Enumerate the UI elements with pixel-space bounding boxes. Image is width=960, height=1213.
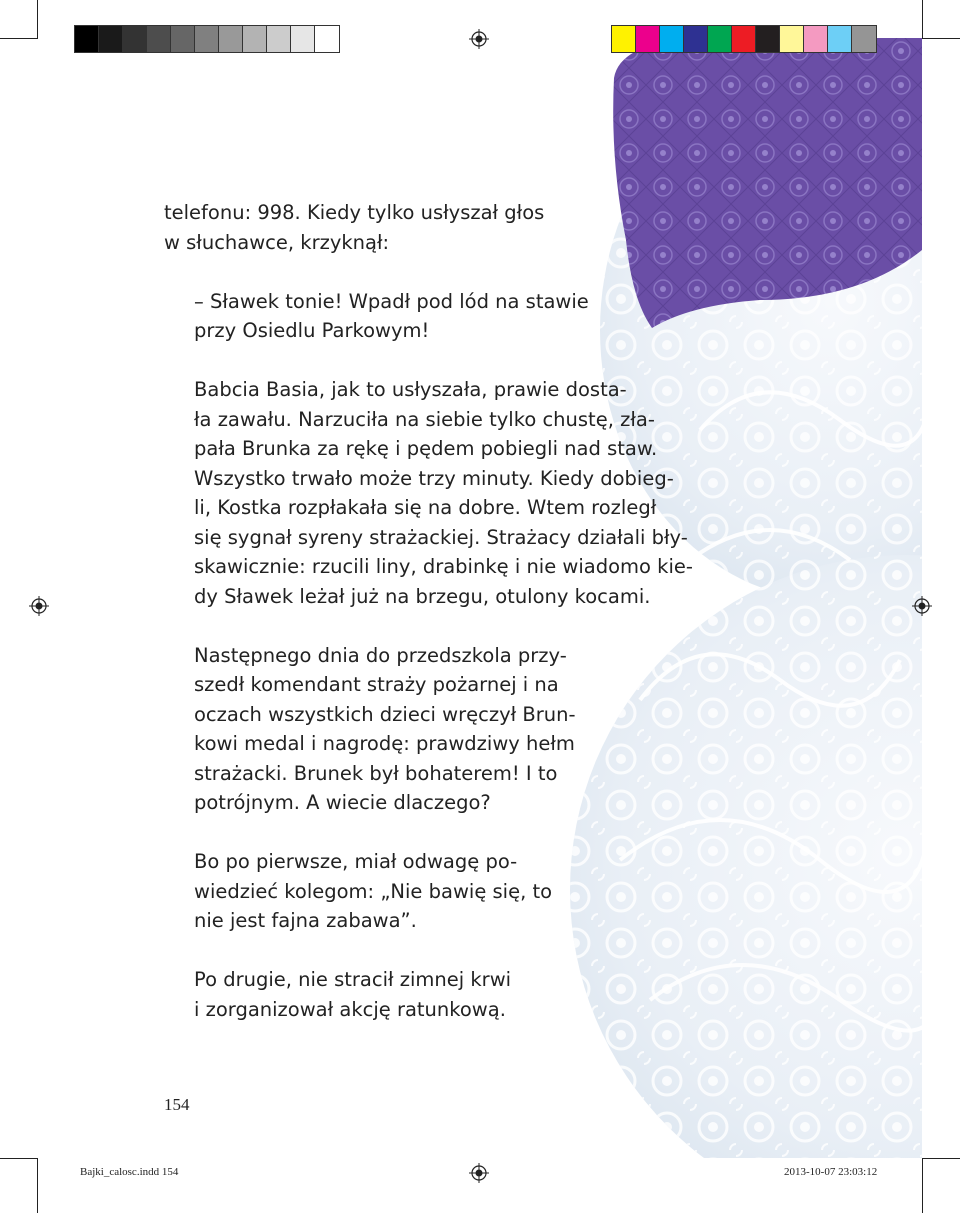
text-line: Wszystko trwało może trzy minuty. Kiedy dobieg- [194,466,674,490]
page-number: 154 [164,1095,190,1114]
registration-mark-icon [912,596,932,616]
gray-swatch [195,26,219,52]
text-line: – Sławek tonie! Wpadł pod lód na stawie [194,289,589,313]
text-line: Po drugie, nie stracił zimnej krwi [194,968,512,991]
color-swatch [636,26,660,52]
registration-mark-icon [469,1163,489,1183]
grayscale-color-bar [74,25,340,53]
text-line: Bo po pierwsze, miał odwagę po- [194,850,518,873]
text-line: oczach wszystkich dzieci wręczył Brun- [194,702,576,726]
text-line: wiedzieć kolegom: „Nie bawię się, to [194,879,553,903]
gray-swatch [291,26,315,52]
crop-mark [922,38,960,39]
paragraph [164,375,693,611]
gray-swatch [147,26,171,52]
color-swatch [684,26,708,52]
gray-swatch [243,26,267,52]
paragraph [164,847,684,936]
text-line: Następnego dnia do przedszkola przy- [194,643,567,667]
slug-timestamp: 2013-10-07 23:03:12 [784,1166,878,1178]
text-line: telefonu: 998. Kiedy tylko usłyszał głos [164,201,545,224]
color-swatch [732,26,756,52]
text-line: szedł komendant straży pożarnej i na [194,673,559,696]
text-line: potrójnym. A wiecie dlaczego? [194,791,491,814]
text-line: pała Brunka za rękę i pędem pobiegli nad staw. [194,437,658,460]
text-line: się sygnał syreny strażackiej. Strażacy działali bły- [194,525,688,549]
crop-mark [37,0,38,38]
paragraph [164,287,684,346]
story-text [164,198,693,1054]
text-line: li, Kostka rozpłakała się na dobre. Wtem rozległ [194,496,657,519]
crop-mark [37,1158,38,1213]
text-line: przy Osiedlu Parkowym! [194,319,430,342]
color-swatch [612,26,636,52]
gray-swatch [99,26,123,52]
color-swatch [780,26,804,52]
color-swatch [804,26,828,52]
gray-swatch [171,26,195,52]
text-line: i zorganizował akcję ratunkową. [194,997,506,1021]
slug-filename: Bajki_calosc.indd 154 [80,1166,179,1178]
text-line: ła zawału. Narzuciła na siebie tylko chustę, zła- [194,407,655,431]
crop-mark [0,1158,38,1159]
color-swatch [828,26,852,52]
crop-mark [922,0,923,38]
paragraph [164,965,684,1024]
text-line: skawicznie: rzucili liny, drabinkę i nie wiadomo kie- [194,555,693,578]
process-color-bar [611,25,877,53]
registration-mark-icon [29,596,49,616]
crop-mark [922,1158,960,1159]
gray-swatch [75,26,99,52]
text-line: strażacki. Brunek był bohaterem! I to [194,761,558,785]
gray-swatch [123,26,147,52]
text-line: dy Sławek leżał już na brzegu, otulony kocami. [194,584,651,608]
text-line: kowi medal i nagrodę: prawdziwy hełm [194,732,575,755]
crop-mark [922,1158,923,1213]
paragraph [164,641,684,818]
color-swatch [660,26,684,52]
registration-mark-icon [469,29,489,49]
gray-swatch [315,26,339,52]
color-swatch [756,26,780,52]
gray-swatch [267,26,291,52]
text-line: nie jest fajna zabawa”. [194,909,417,932]
crop-mark [0,38,38,39]
text-line: w słuchawce, krzyknął: [164,230,390,254]
text-line: Babcia Basia, jak to usłyszała, prawie dosta- [194,378,627,401]
paragraph [164,198,684,257]
gray-swatch [219,26,243,52]
color-swatch [708,26,732,52]
color-swatch [852,26,876,52]
